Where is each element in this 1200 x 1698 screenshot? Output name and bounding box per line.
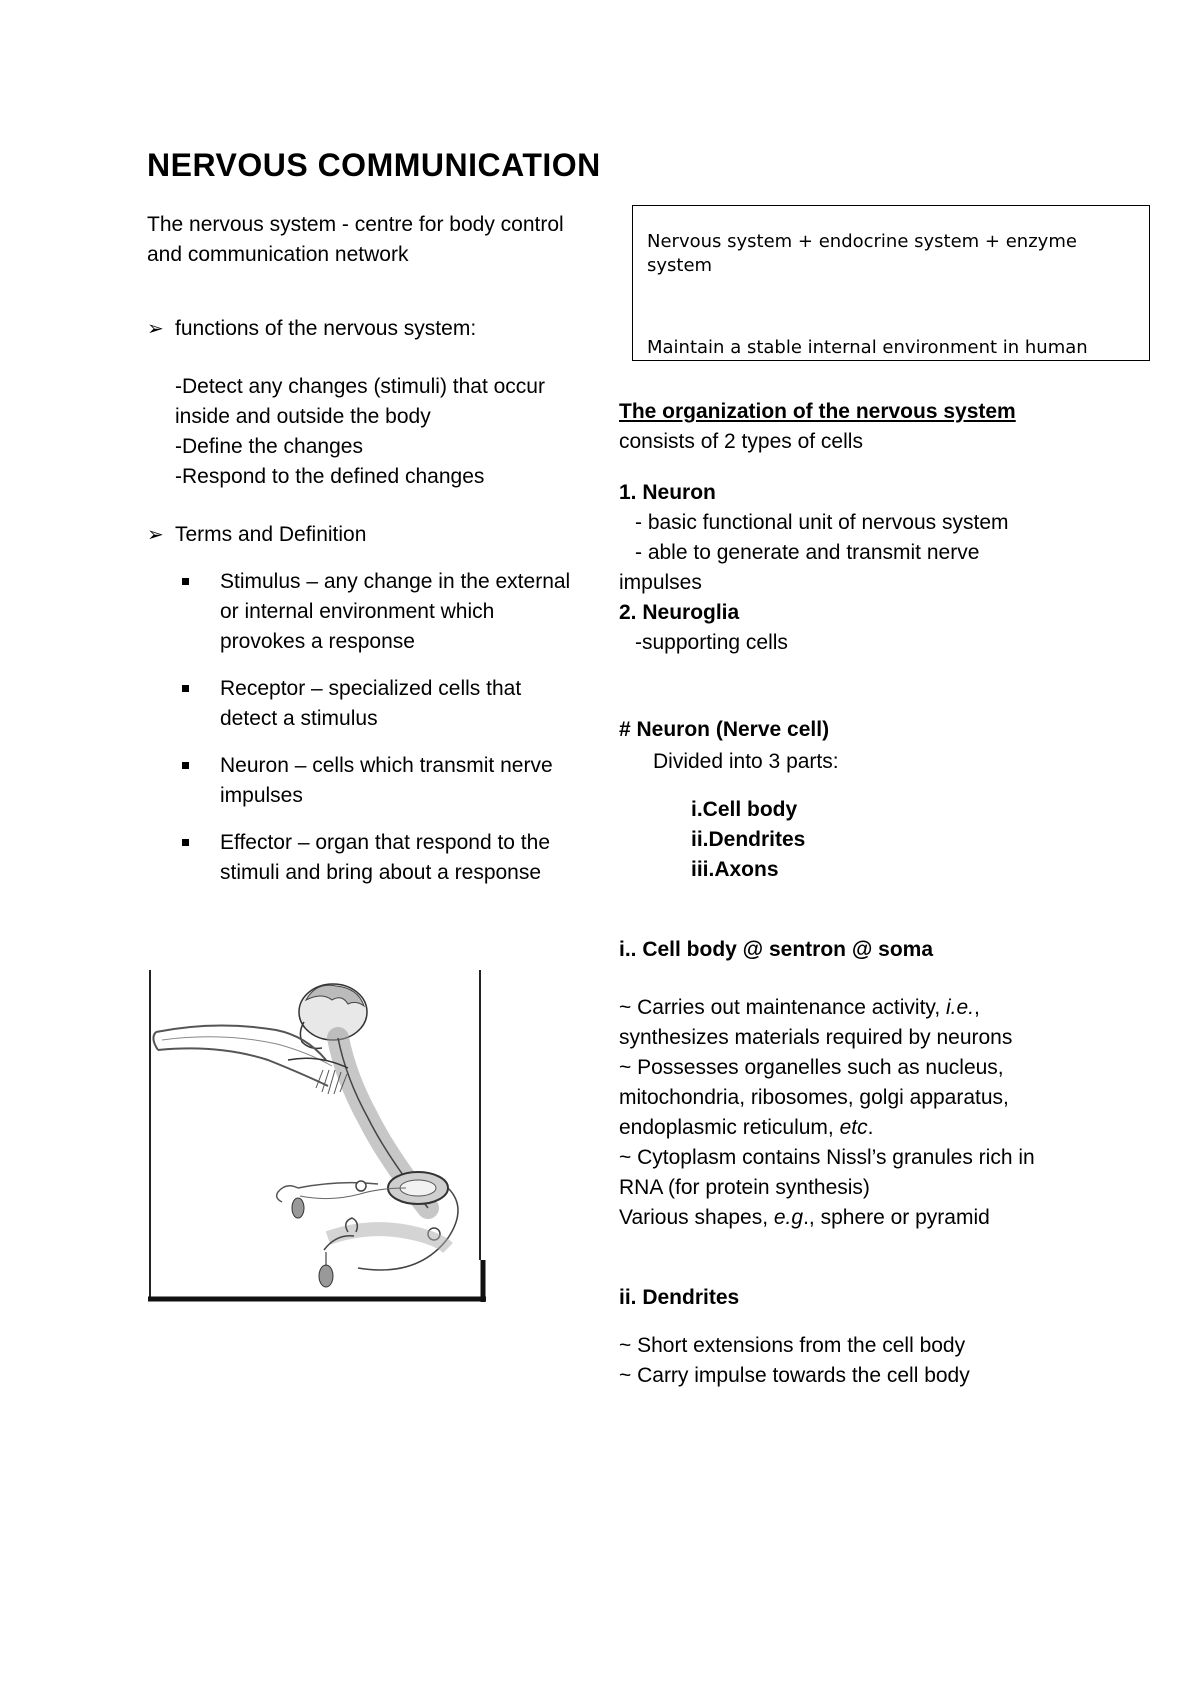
reflex-arc-illustration-icon bbox=[148, 970, 488, 1302]
box-line-2: Maintain a stable internal environment in human bbox=[647, 337, 1088, 358]
parts-intro: Divided into 3 parts: bbox=[653, 750, 839, 773]
square-bullet-icon bbox=[182, 839, 189, 846]
neuroglia-heading: 2. Neuroglia bbox=[619, 601, 740, 624]
term-neuron: Neuron – cells which transmit nerve impulses bbox=[147, 751, 617, 811]
nerve-cell-heading: # Neuron (Nerve cell) bbox=[619, 718, 830, 741]
term-stimulus: Stimulus – any change in the external or internal environment which provokes a response bbox=[147, 567, 617, 657]
functions-list bbox=[147, 372, 617, 492]
term-effector: Effector – organ that respond to the stimuli and bring about a response bbox=[147, 828, 617, 888]
cell-body-line: mitochondria, ribosomes, golgi apparatus, bbox=[619, 1086, 1009, 1109]
page-title: NERVOUS COMMUNICATION bbox=[147, 147, 601, 183]
function-item: -Define the changes bbox=[175, 435, 363, 458]
functions-heading: ➢ functions of the nervous system: bbox=[147, 314, 617, 344]
part-item: ii.Dendrites bbox=[691, 828, 806, 851]
arrow-bullet-icon: ➢ bbox=[147, 318, 164, 340]
box-line-1: Nervous system + endocrine system + enzyme system bbox=[647, 231, 1077, 276]
cell-body-line: ~ Carries out maintenance activity, i.e., bbox=[619, 996, 980, 1019]
neuroglia-line: -supporting cells bbox=[635, 631, 788, 654]
cell-body-line: Various shapes, e.g., sphere or pyramid bbox=[619, 1206, 990, 1229]
dendrites-line: ~ Carry impulse towards the cell body bbox=[619, 1364, 970, 1387]
function-item: -Respond to the defined changes bbox=[175, 465, 485, 488]
square-bullet-icon bbox=[182, 578, 189, 585]
term-receptor: Receptor – specialized cells that detect a stimulus bbox=[147, 674, 617, 734]
summary-box bbox=[632, 205, 1150, 361]
cell-body-line: synthesizes materials required by neurons bbox=[619, 1026, 1013, 1049]
organization-sub: consists of 2 types of cells bbox=[619, 430, 863, 453]
function-item: -Detect any changes (stimuli) that occur bbox=[175, 375, 545, 398]
square-bullet-icon bbox=[182, 685, 189, 692]
cell-body-line: endoplasmic reticulum, etc. bbox=[619, 1116, 874, 1139]
part-item: i.Cell body bbox=[691, 798, 798, 821]
arrow-bullet-icon: ➢ bbox=[147, 524, 164, 546]
neuron-line: - able to generate and transmit nerve bbox=[635, 541, 980, 564]
cell-body-line: RNA (for protein synthesis) bbox=[619, 1176, 870, 1199]
left-column bbox=[147, 210, 617, 905]
dendrites-line: ~ Short extensions from the cell body bbox=[619, 1334, 966, 1357]
cell-body-line: ~ Cytoplasm contains Nissl’s granules rich in bbox=[619, 1146, 1035, 1169]
reflex-arc-figure bbox=[148, 970, 488, 1302]
neuron-line-wrap: impulses bbox=[619, 571, 702, 594]
square-bullet-icon bbox=[182, 762, 189, 769]
organization-heading: The organization of the nervous system bbox=[619, 400, 1016, 423]
part-item: iii.Axons bbox=[691, 858, 779, 881]
neuron-line: - basic functional unit of nervous system bbox=[635, 511, 1009, 534]
cell-body-line: ~ Possesses organelles such as nucleus, bbox=[619, 1056, 1004, 1079]
terms-heading: ➢ Terms and Definition bbox=[147, 520, 617, 550]
cell-body-heading: i.. Cell body @ sentron @ soma bbox=[619, 938, 934, 961]
dendrites-heading: ii. Dendrites bbox=[619, 1286, 740, 1309]
function-item: inside and outside the body bbox=[175, 405, 431, 428]
neuron-heading: 1. Neuron bbox=[619, 481, 716, 504]
intro-line-1: The nervous system - centre for body control bbox=[147, 213, 564, 236]
right-column bbox=[619, 397, 1159, 1391]
intro-line-2: and communication network bbox=[147, 243, 409, 266]
